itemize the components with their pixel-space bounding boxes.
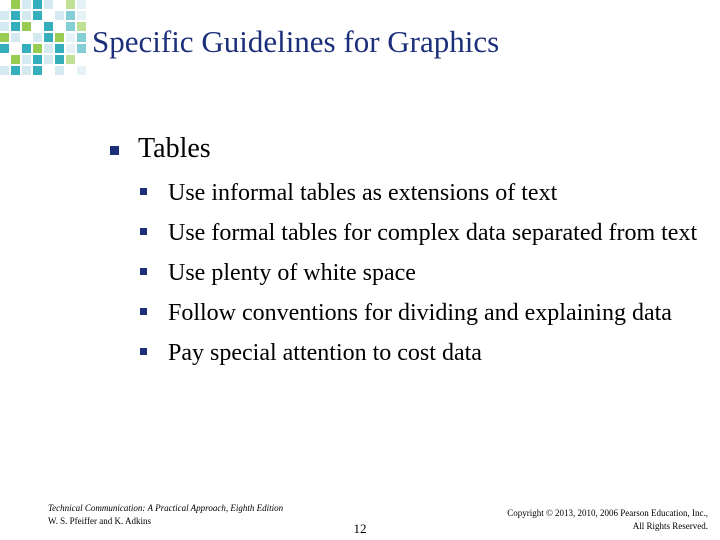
decorative-square [77, 22, 86, 31]
footer-authors: W. S. Pfeiffer and K. Adkins [48, 516, 151, 526]
decorative-square [55, 66, 64, 75]
decorative-square [66, 44, 75, 53]
decorative-square [44, 55, 53, 64]
decorative-square [0, 22, 9, 31]
square-bullet-icon [110, 146, 119, 155]
decorative-square [77, 0, 86, 9]
footer-book-title: Technical Communication: A Practical Approach, Eighth Edition [48, 503, 284, 513]
decorative-square [11, 22, 20, 31]
decorative-square [22, 44, 31, 53]
decorative-square [22, 66, 31, 75]
list-item-text: Use formal tables for complex data separated from text [168, 220, 698, 246]
decorative-square [44, 44, 53, 53]
decorative-square [22, 22, 31, 31]
decorative-square [22, 0, 31, 9]
decorative-square [66, 55, 75, 64]
level1-bullet-text: Tables [138, 133, 211, 164]
decorative-square [66, 11, 75, 20]
decorative-square [0, 33, 9, 42]
decorative-square [11, 66, 20, 75]
decorative-grid-pattern [0, 0, 92, 80]
square-bullet-icon [140, 308, 147, 315]
decorative-square [0, 44, 9, 53]
decorative-square [11, 33, 20, 42]
decorative-square [55, 55, 64, 64]
footer-book-info [48, 502, 283, 528]
decorative-square [66, 0, 75, 9]
list-item [140, 336, 700, 370]
square-bullet-icon [140, 188, 147, 195]
decorative-square [0, 66, 9, 75]
list-item-text: Use plenty of white space [168, 260, 416, 286]
copyright-line-2: All Rights Reserved. [632, 521, 708, 531]
decorative-square [55, 33, 64, 42]
list-item [140, 216, 700, 250]
list-item-text: Pay special attention to cost data [168, 340, 482, 366]
decorative-square [44, 33, 53, 42]
page-number: 12 [353, 521, 367, 536]
decorative-square [33, 55, 42, 64]
square-bullet-icon [140, 228, 147, 235]
decorative-square [77, 44, 86, 53]
list-item [140, 176, 700, 210]
decorative-square [77, 66, 86, 75]
decorative-square [11, 55, 20, 64]
list-item [140, 296, 700, 330]
decorative-square [66, 22, 75, 31]
square-bullet-icon [140, 268, 147, 275]
decorative-square [22, 11, 31, 20]
square-bullet-icon [140, 348, 147, 355]
slide-title: Specific Guidelines for Graphics [92, 24, 500, 59]
sub-bullet-list [140, 176, 700, 376]
decorative-square [55, 44, 64, 53]
decorative-square [66, 33, 75, 42]
decorative-square [11, 0, 20, 9]
list-item [140, 256, 700, 290]
decorative-square [33, 0, 42, 9]
decorative-square [0, 11, 9, 20]
footer-copyright [507, 507, 708, 533]
decorative-square [33, 33, 42, 42]
decorative-square [22, 55, 31, 64]
decorative-square [77, 11, 86, 20]
decorative-square [44, 22, 53, 31]
decorative-square [33, 11, 42, 20]
decorative-square [55, 11, 64, 20]
decorative-square [77, 33, 86, 42]
list-item-text: Follow conventions for dividing and explaining data [168, 300, 672, 326]
copyright-line-1: Copyright © 2013, 2010, 2006 Pearson Education, Inc., [507, 508, 708, 518]
list-item-text: Use informal tables as extensions of text [168, 180, 558, 206]
decorative-square [11, 11, 20, 20]
decorative-square [44, 0, 53, 9]
decorative-square [33, 44, 42, 53]
decorative-square [33, 66, 42, 75]
